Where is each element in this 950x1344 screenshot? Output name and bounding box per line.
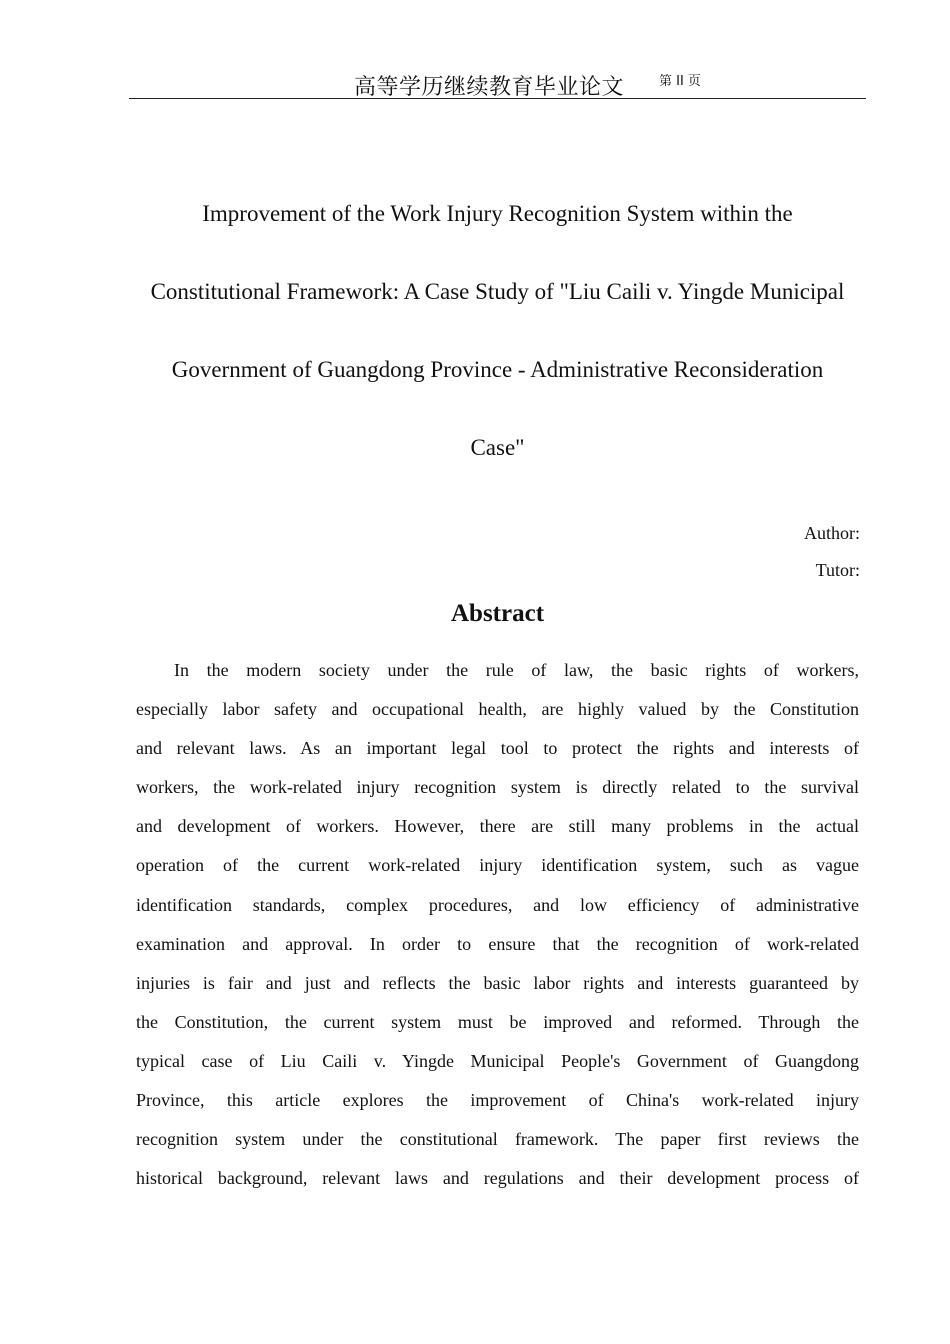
thesis-title — [129, 175, 866, 487]
header-title: 高等学历继续教育毕业论文 — [354, 75, 625, 100]
abstract-line: operation of the current work-related injury identification system, such as vague — [136, 855, 859, 876]
credits-block — [804, 515, 860, 589]
header-page-number: 第 II 页 — [659, 74, 701, 89]
abstract-line: historical background, relevant laws and regulations and their development process of — [136, 1168, 859, 1189]
abstract-paragraph — [136, 651, 859, 1198]
abstract-line: and development of workers. However, there are still many problems in the actual — [136, 816, 859, 837]
abstract-line: the Constitution, the current system must be improved and reformed. Through the — [136, 1011, 859, 1032]
author-label: Author: — [804, 523, 860, 543]
thesis-title-line: Case" — [470, 435, 525, 460]
abstract-line: typical case of Liu Caili v. Yingde Municipal People's Government of Guangdong — [136, 1050, 859, 1071]
abstract-line: injuries is fair and just and reflects the basic labor rights and interests guaranteed by — [136, 972, 859, 993]
tutor-label: Tutor: — [815, 560, 860, 580]
abstract-line: Province, this article explores the improvement of China's work-related injury — [136, 1090, 859, 1111]
abstract-line: and relevant laws. As an important legal tool to protect the rights and interests of — [136, 738, 859, 759]
thesis-title-line: Government of Guangdong Province - Administrative Reconsideration — [171, 357, 824, 382]
page-header — [129, 62, 866, 99]
thesis-title-line: Constitutional Framework: A Case Study of "Liu Caili v. Yingde Municipal — [150, 279, 845, 304]
abstract-line: especially labor safety and occupational health, are highly valued by the Constitution — [136, 699, 859, 720]
abstract-heading: Abstract — [450, 600, 545, 627]
abstract-line: recognition system under the constitutional framework. The paper first reviews the — [136, 1129, 859, 1150]
thesis-title-line: Improvement of the Work Injury Recognition System within the — [202, 201, 793, 226]
abstract-line: In the modern society under the rule of law, the basic rights of workers, — [174, 660, 859, 680]
abstract-line: examination and approval. In order to ensure that the recognition of work-related — [136, 933, 859, 954]
abstract-line: identification standards, complex procedures, and low efficiency of administrative — [136, 894, 859, 915]
abstract-line: workers, the work-related injury recognition system is directly related to the survival — [136, 777, 859, 798]
